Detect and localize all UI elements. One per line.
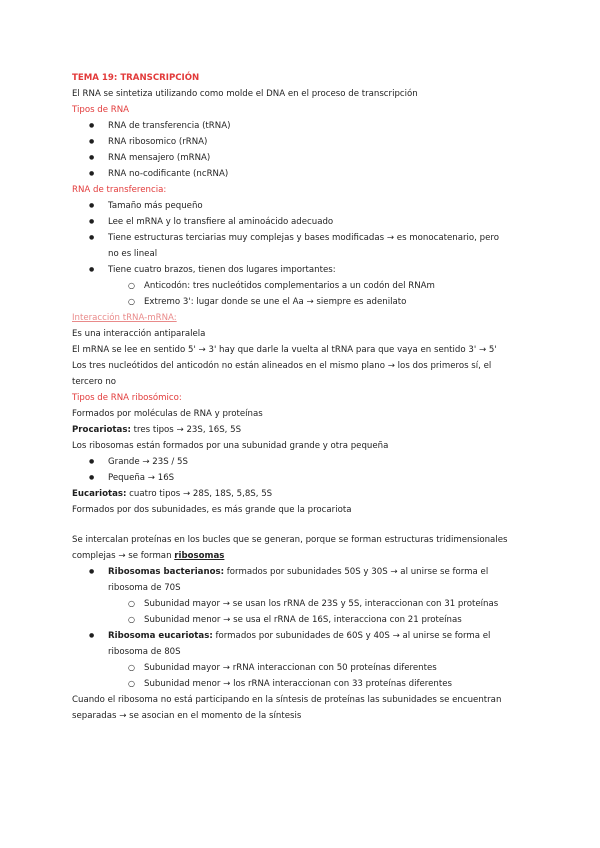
sub-list-item: ○ Subunidad menor → los rRNA interaccionan con 33 proteínas diferentes [72, 676, 532, 692]
ribosomas-intro: Se intercalan proteínas en los bucles que se generan, porque se forman estructuras tridimensionales [72, 535, 508, 545]
eucariotas-ribosoma-label: Ribosoma eucariotas: [108, 631, 213, 641]
interaccion-line: tercero no [72, 377, 117, 387]
interaccion-line: Los tres nucleótidos del anticodón no están alineados en el mismo plano → los dos primeros sí, el [72, 361, 492, 371]
list-item: ● Lee el mRNA y lo transfiere al aminoácido adecuado [72, 214, 532, 230]
list-item: ● RNA ribosomico (rRNA) [72, 134, 532, 150]
closing-line: separadas → se asocian en el momento de la síntesis [72, 711, 302, 721]
interaccion-line: El mRNA se lee en sentido 5' → 3' hay que darle la vuelta al tRNA para que vaya en sentido 3' → 5' [72, 345, 497, 355]
list-item: ● Tiene cuatro brazos, tienen dos lugares importantes: [72, 262, 532, 278]
closing-line: Cuando el ribosoma no está participando en la síntesis de proteínas las subunidades se encuentran [72, 695, 502, 705]
interaccion-line: Es una interacción antiparalela [72, 329, 206, 339]
list-item: ● RNA de transferencia (tRNA) [72, 118, 532, 134]
eucariotas-text: cuatro tipos → 28S, 18S, 5,8S, 5S [126, 489, 273, 499]
list-item: ● Grande → 23S / 5S [72, 454, 532, 470]
procariotas-text: tres tipos → 23S, 16S, 5S [130, 425, 242, 435]
procariotas-label: Procariotas: [72, 425, 131, 435]
interaccion-heading: Interacción tRNA-mRNA: [72, 313, 177, 323]
sub-list-item: ○ Subunidad menor → se usa el rRNA de 16S, interacciona con 21 proteínas [72, 612, 532, 628]
ribosomico-line: Formados por dos subunidades, es más grande que la procariota [72, 505, 352, 515]
ribosomico-line: Formados por moléculas de RNA y proteínas [72, 409, 263, 419]
list-item: ● RNA no-codificante (ncRNA) [72, 166, 532, 182]
ribosomas-term: ribosomas [174, 551, 225, 561]
sub-list-item: ○ Extremo 3': lugar donde se une el Aa → siempre es adenilato [72, 294, 532, 310]
bacterianos-text: formados por subunidades 50S y 30S → al unirse se forma el [224, 567, 489, 577]
list-item-continuation: no es lineal [108, 249, 158, 259]
rna-transferencia-heading: RNA de transferencia: [72, 185, 167, 195]
list-item: ● Pequeña → 16S [72, 470, 532, 486]
tipos-rna-heading: Tipos de RNA [72, 105, 130, 115]
sub-list-item: ○ Subunidad mayor → se usan los rRNA de 23S y 5S, interaccionan con 31 proteínas [72, 596, 532, 612]
eucariotas-label: Eucariotas: [72, 489, 127, 499]
intro-text: El RNA se sintetiza utilizando como molde el DNA en el proceso de transcripción [72, 89, 418, 99]
list-item [72, 564, 532, 580]
sub-list-item: ○ Subunidad mayor → rRNA interaccionan con 50 proteínas diferentes [72, 660, 532, 676]
eucariotas-ribosoma-text: formados por subunidades de 60S y 40S → al unirse se forma el [212, 631, 491, 641]
list-item: ● Tamaño más pequeño [72, 198, 532, 214]
list-item [72, 628, 532, 644]
list-item-continuation: ribosoma de 80S [108, 647, 181, 657]
bacterianos-label: Ribosomas bacterianos: [108, 567, 225, 577]
ribosomico-line: Los ribosomas están formados por una subunidad grande y otra pequeña [72, 441, 389, 451]
page-title: TEMA 19: TRANSCRIPCIÓN [72, 73, 200, 83]
sub-list-item: ○ Anticodón: tres nucleótidos complementarios a un codón del RNAm [72, 278, 532, 294]
list-item-continuation: ribosoma de 70S [108, 583, 181, 593]
procariotas-line [72, 422, 532, 438]
document-page [72, 70, 532, 724]
ribosomas-intro-text: complejas → se forman [72, 551, 175, 561]
list-item: ● RNA mensajero (mRNA) [72, 150, 532, 166]
tipos-ribosomico-heading: Tipos de RNA ribosómico: [72, 393, 182, 403]
list-item: ● Tiene estructuras terciarias muy complejas y bases modificadas → es monocatenario, pero [72, 230, 532, 246]
ribosomas-intro [72, 548, 532, 564]
eucariotas-line [72, 486, 532, 502]
